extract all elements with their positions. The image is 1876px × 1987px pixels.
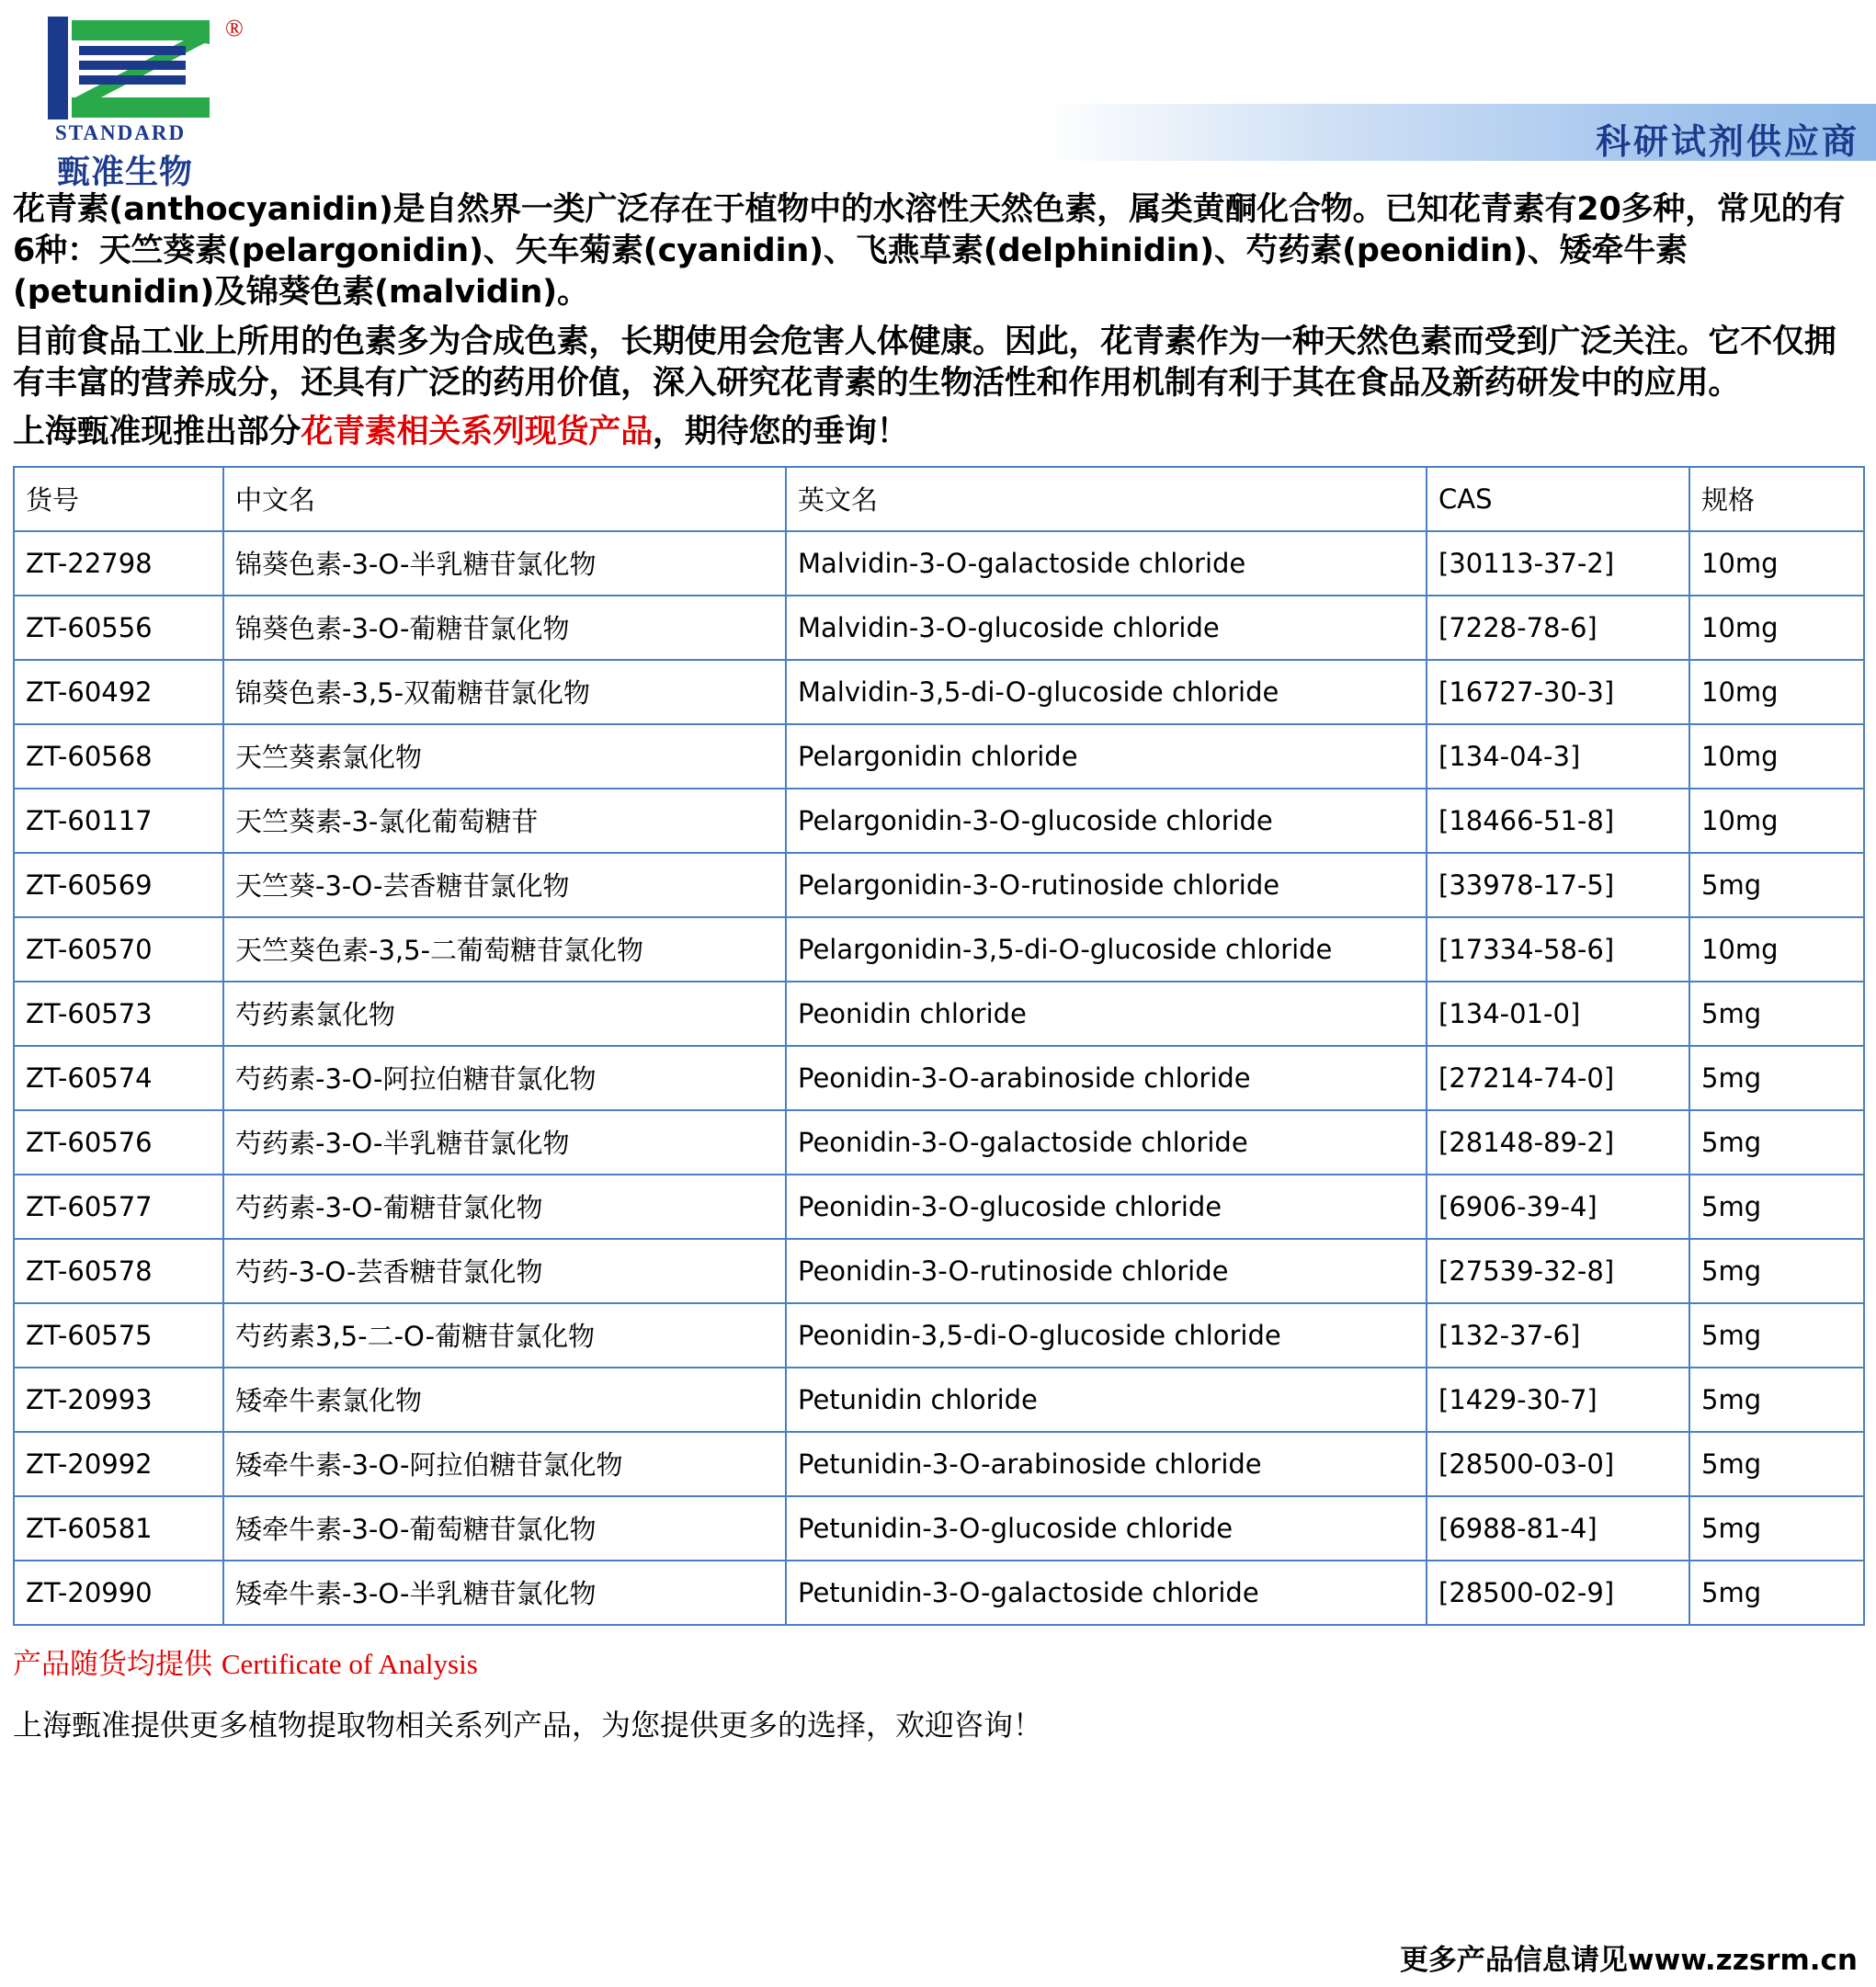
page-footer [0, 1641, 1876, 1744]
product-cas: [28500-02-9] [1427, 1561, 1689, 1625]
product-cas: [6906-39-4] [1427, 1175, 1689, 1239]
table-row [14, 1561, 1864, 1625]
product-spec: 5mg [1689, 982, 1864, 1046]
product-cas: [7228-78-6] [1427, 596, 1689, 660]
product-spec: 5mg [1689, 1303, 1864, 1368]
product-spec: 5mg [1689, 1110, 1864, 1175]
product-spec: 5mg [1689, 1239, 1864, 1303]
product-cas: [30113-37-2] [1427, 531, 1689, 596]
product-spec: 5mg [1689, 1175, 1864, 1239]
header-banner [1043, 104, 1876, 161]
table-row [14, 1432, 1864, 1496]
intro-section [0, 189, 1876, 453]
product-name-cn: 天竺葵色素-3,5-二葡萄糖苷氯化物 [223, 917, 786, 982]
product-spec: 10mg [1689, 789, 1864, 853]
product-name-en: Malvidin-3-O-glucoside chloride [786, 596, 1427, 660]
product-code: ZT-20992 [14, 1432, 223, 1496]
page-header [0, 0, 1876, 191]
product-spec: 10mg [1689, 917, 1864, 982]
product-spec: 10mg [1689, 660, 1864, 724]
product-code: ZT-60569 [14, 853, 223, 917]
logo-standard-text: STANDARD [55, 121, 187, 144]
table-header-row [14, 467, 1864, 531]
product-name-en: Pelargonidin-3-O-glucoside chloride [786, 789, 1427, 853]
product-name-en: Pelargonidin chloride [786, 724, 1427, 789]
table-row [14, 1110, 1864, 1175]
product-name-en: Peonidin-3-O-galactoside chloride [786, 1110, 1427, 1175]
product-spec: 5mg [1689, 1432, 1864, 1496]
product-cas: [134-04-3] [1427, 724, 1689, 789]
product-code: ZT-60573 [14, 982, 223, 1046]
coa-note-cn: 产品随货均提供 [13, 1647, 222, 1681]
product-spec: 10mg [1689, 531, 1864, 596]
product-cas: [1429-30-7] [1427, 1368, 1689, 1432]
footer-website: 更多产品信息请见www.zzsrm.cn [1399, 1944, 1858, 1977]
product-spec: 5mg [1689, 853, 1864, 917]
product-code: ZT-60578 [14, 1239, 223, 1303]
product-code: ZT-20990 [14, 1561, 223, 1625]
product-name-cn: 天竺葵-3-O-芸香糖苷氯化物 [223, 853, 786, 917]
product-name-cn: 矮牵牛素-3-O-阿拉伯糖苷氯化物 [223, 1432, 786, 1496]
product-name-en: Petunidin-3-O-glucoside chloride [786, 1496, 1427, 1561]
table-row [14, 853, 1864, 917]
logo-z-icon [46, 13, 221, 123]
table-header-spec: 规格 [1689, 467, 1864, 531]
product-spec: 5mg [1689, 1561, 1864, 1625]
table-row [14, 982, 1864, 1046]
product-cas: [27539-32-8] [1427, 1239, 1689, 1303]
product-cas: [18466-51-8] [1427, 789, 1689, 853]
product-name-cn: 天竺葵素-3-氯化葡萄糖苷 [223, 789, 786, 853]
table-header-cas: CAS [1427, 467, 1689, 531]
product-name-en: Petunidin-3-O-galactoside chloride [786, 1561, 1427, 1625]
product-spec: 10mg [1689, 724, 1864, 789]
product-code: ZT-22798 [14, 531, 223, 596]
product-name-en: Pelargonidin-3-O-rutinoside chloride [786, 853, 1427, 917]
product-cas: [134-01-0] [1427, 982, 1689, 1046]
product-code: ZT-60570 [14, 917, 223, 982]
product-name-cn: 芍药-3-O-芸香糖苷氯化物 [223, 1239, 786, 1303]
product-name-en: Malvidin-3-O-galactoside chloride [786, 531, 1427, 596]
table-row [14, 1368, 1864, 1432]
product-code: ZT-60574 [14, 1046, 223, 1110]
table-row [14, 724, 1864, 789]
product-code: ZT-60492 [14, 660, 223, 724]
product-name-cn: 芍药素-3-O-半乳糖苷氯化物 [223, 1110, 786, 1175]
product-code: ZT-60117 [14, 789, 223, 853]
product-spec: 5mg [1689, 1496, 1864, 1561]
footer-note: 上海甄准提供更多植物提取物相关系列产品，为您提供更多的选择，欢迎咨询！ [13, 1707, 1043, 1743]
product-spec: 5mg [1689, 1046, 1864, 1110]
product-name-cn: 锦葵色素-3-O-葡糖苷氯化物 [223, 596, 786, 660]
product-name-cn: 矮牵牛素氯化物 [223, 1368, 786, 1432]
table-row [14, 660, 1864, 724]
product-name-cn: 矮牵牛素-3-O-半乳糖苷氯化物 [223, 1561, 786, 1625]
table-header-code: 货号 [14, 467, 223, 531]
coa-note-en: Certificate of Analysis [221, 1647, 478, 1680]
table-row [14, 1303, 1864, 1368]
product-name-cn: 芍药素-3-O-葡糖苷氯化物 [223, 1175, 786, 1239]
product-name-cn: 芍药素氯化物 [223, 982, 786, 1046]
product-name-cn: 矮牵牛素-3-O-葡萄糖苷氯化物 [223, 1496, 786, 1561]
intro-paragraph-1: 花青素(anthocyanidin)是自然界一类广泛存在于植物中的水溶性天然色素，属类黄酮化合物。已知花青素有20多种，常见的有6种：天竺葵素(pelargonidin)、矢车菊素(cyanidin)、飞燕草素(delphinidin)、芍药素(peonidin)、矮牵牛素(petunidin)及锦葵色素(malvidin)。 [13, 191, 1846, 311]
product-name-en: Peonidin-3-O-arabinoside chloride [786, 1046, 1427, 1110]
product-code: ZT-60576 [14, 1110, 223, 1175]
product-cas: [27214-74-0] [1427, 1046, 1689, 1110]
product-name-cn: 锦葵色素-3-O-半乳糖苷氯化物 [223, 531, 786, 596]
product-cas: [17334-58-6] [1427, 917, 1689, 982]
product-table [13, 466, 1865, 1626]
product-cas: [6988-81-4] [1427, 1496, 1689, 1561]
table-row [14, 917, 1864, 982]
product-code: ZT-60556 [14, 596, 223, 660]
product-name-cn: 芍药素-3-O-阿拉伯糖苷氯化物 [223, 1046, 786, 1110]
product-name-en: Peonidin chloride [786, 982, 1427, 1046]
product-cas: [16727-30-3] [1427, 660, 1689, 724]
product-code: ZT-60581 [14, 1496, 223, 1561]
table-row [14, 531, 1864, 596]
intro-p3-prefix: 上海甄准现推出部分 [13, 413, 301, 450]
product-name-cn: 锦葵色素-3,5-双葡糖苷氯化物 [223, 660, 786, 724]
table-row [14, 596, 1864, 660]
company-logo [37, 13, 248, 191]
table-row [14, 1239, 1864, 1303]
intro-paragraph-2: 目前食品工业上所用的色素多为合成色素，长期使用会危害人体健康。因此，花青素作为一种天然色素而受到广泛关注。它不仅拥有丰富的营养成分，还具有广泛的药用价值，深入研究花青素的生物活性和作用机制有利于其在食品及新药研发中的应用。 [13, 324, 1836, 403]
product-name-en: Petunidin-3-O-arabinoside chloride [786, 1432, 1427, 1496]
table-header-cn-name: 中文名 [223, 467, 786, 531]
product-name-en: Peonidin-3,5-di-O-glucoside chloride [786, 1303, 1427, 1368]
logo-company-name: 甄准生物 [57, 153, 194, 191]
header-banner-text: 科研试剂供应商 [1595, 121, 1859, 162]
product-spec: 5mg [1689, 1368, 1864, 1432]
product-code: ZT-60577 [14, 1175, 223, 1239]
product-name-en: Pelargonidin-3,5-di-O-glucoside chloride [786, 917, 1427, 982]
table-header-en-name: 英文名 [786, 467, 1427, 531]
product-name-en: Malvidin-3,5-di-O-glucoside chloride [786, 660, 1427, 724]
product-code: ZT-60568 [14, 724, 223, 789]
table-body [14, 531, 1864, 1625]
coa-note [13, 1641, 1863, 1682]
product-cas: [28148-89-2] [1427, 1110, 1689, 1175]
intro-p3-suffix: ，期待您的垂询！ [653, 413, 909, 450]
product-name-cn: 天竺葵素氯化物 [223, 724, 786, 789]
table-row [14, 1046, 1864, 1110]
product-code: ZT-20993 [14, 1368, 223, 1432]
registered-trademark-icon: ® [225, 15, 244, 41]
intro-paragraph-3 [13, 412, 1863, 453]
table-row [14, 1175, 1864, 1239]
product-cas: [132-37-6] [1427, 1303, 1689, 1368]
table-row [14, 789, 1864, 853]
product-cas: [28500-03-0] [1427, 1432, 1689, 1496]
product-name-cn: 芍药素3,5-二-O-葡糖苷氯化物 [223, 1303, 786, 1368]
product-cas: [33978-17-5] [1427, 853, 1689, 917]
product-spec: 10mg [1689, 596, 1864, 660]
product-name-en: Petunidin chloride [786, 1368, 1427, 1432]
table-row [14, 1496, 1864, 1561]
intro-p3-highlight: 花青素相关系列现货产品 [301, 413, 654, 450]
product-name-en: Peonidin-3-O-glucoside chloride [786, 1175, 1427, 1239]
product-code: ZT-60575 [14, 1303, 223, 1368]
product-name-en: Peonidin-3-O-rutinoside chloride [786, 1239, 1427, 1303]
